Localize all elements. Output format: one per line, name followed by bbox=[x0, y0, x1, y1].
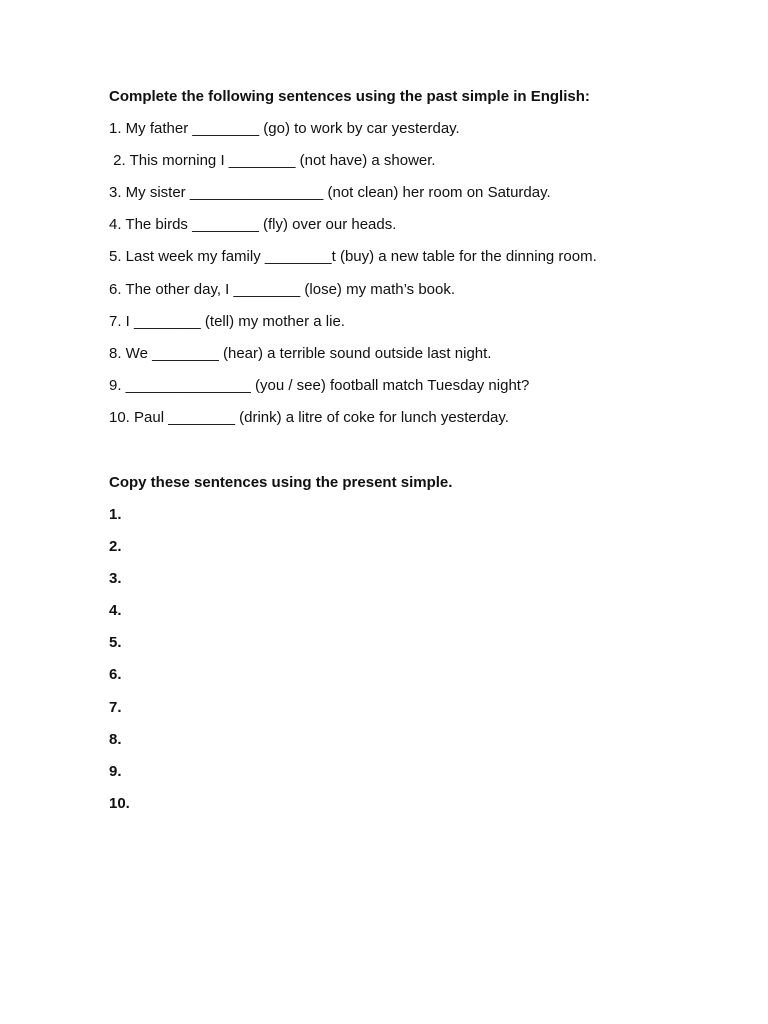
sentence-10: 10. Paul ________ (drink) a litre of coke for lunch yesterday. bbox=[109, 409, 509, 426]
answer-number-10: 10. bbox=[109, 795, 130, 812]
past-simple-heading: Complete the following sentences using the past simple in English: bbox=[109, 88, 590, 105]
answer-number-7: 7. bbox=[109, 699, 122, 716]
answer-number-5: 5. bbox=[109, 634, 122, 651]
answer-number-4: 4. bbox=[109, 602, 122, 619]
answer-number-2: 2. bbox=[109, 538, 122, 555]
sentence-6: 6. The other day, I ________ (lose) my math’s book. bbox=[109, 281, 456, 298]
sentence-9: 9. _______________ (you / see) football match Tuesday night? bbox=[109, 377, 530, 394]
sentence-3: 3. My sister ________________ (not clean) her room on Saturday. bbox=[109, 184, 551, 201]
present-simple-heading: Copy these sentences using the present simple. bbox=[109, 474, 453, 491]
answer-number-3: 3. bbox=[109, 570, 122, 587]
sentence-2: 2. This morning I ________ (not have) a shower. bbox=[109, 152, 436, 169]
answer-number-1: 1. bbox=[109, 506, 122, 523]
sentence-8: 8. We ________ (hear) a terrible sound outside last night. bbox=[109, 345, 492, 362]
answer-number-9: 9. bbox=[109, 763, 122, 780]
sentence-5: 5. Last week my family ________t (buy) a new table for the dinning room. bbox=[109, 248, 597, 265]
answer-number-8: 8. bbox=[109, 731, 122, 748]
sentence-4: 4. The birds ________ (fly) over our heads. bbox=[109, 216, 397, 233]
sentence-7: 7. I ________ (tell) my mother a lie. bbox=[109, 313, 345, 330]
answer-number-6: 6. bbox=[109, 666, 122, 683]
sentence-1: 1. My father ________ (go) to work by car yesterday. bbox=[109, 120, 460, 137]
